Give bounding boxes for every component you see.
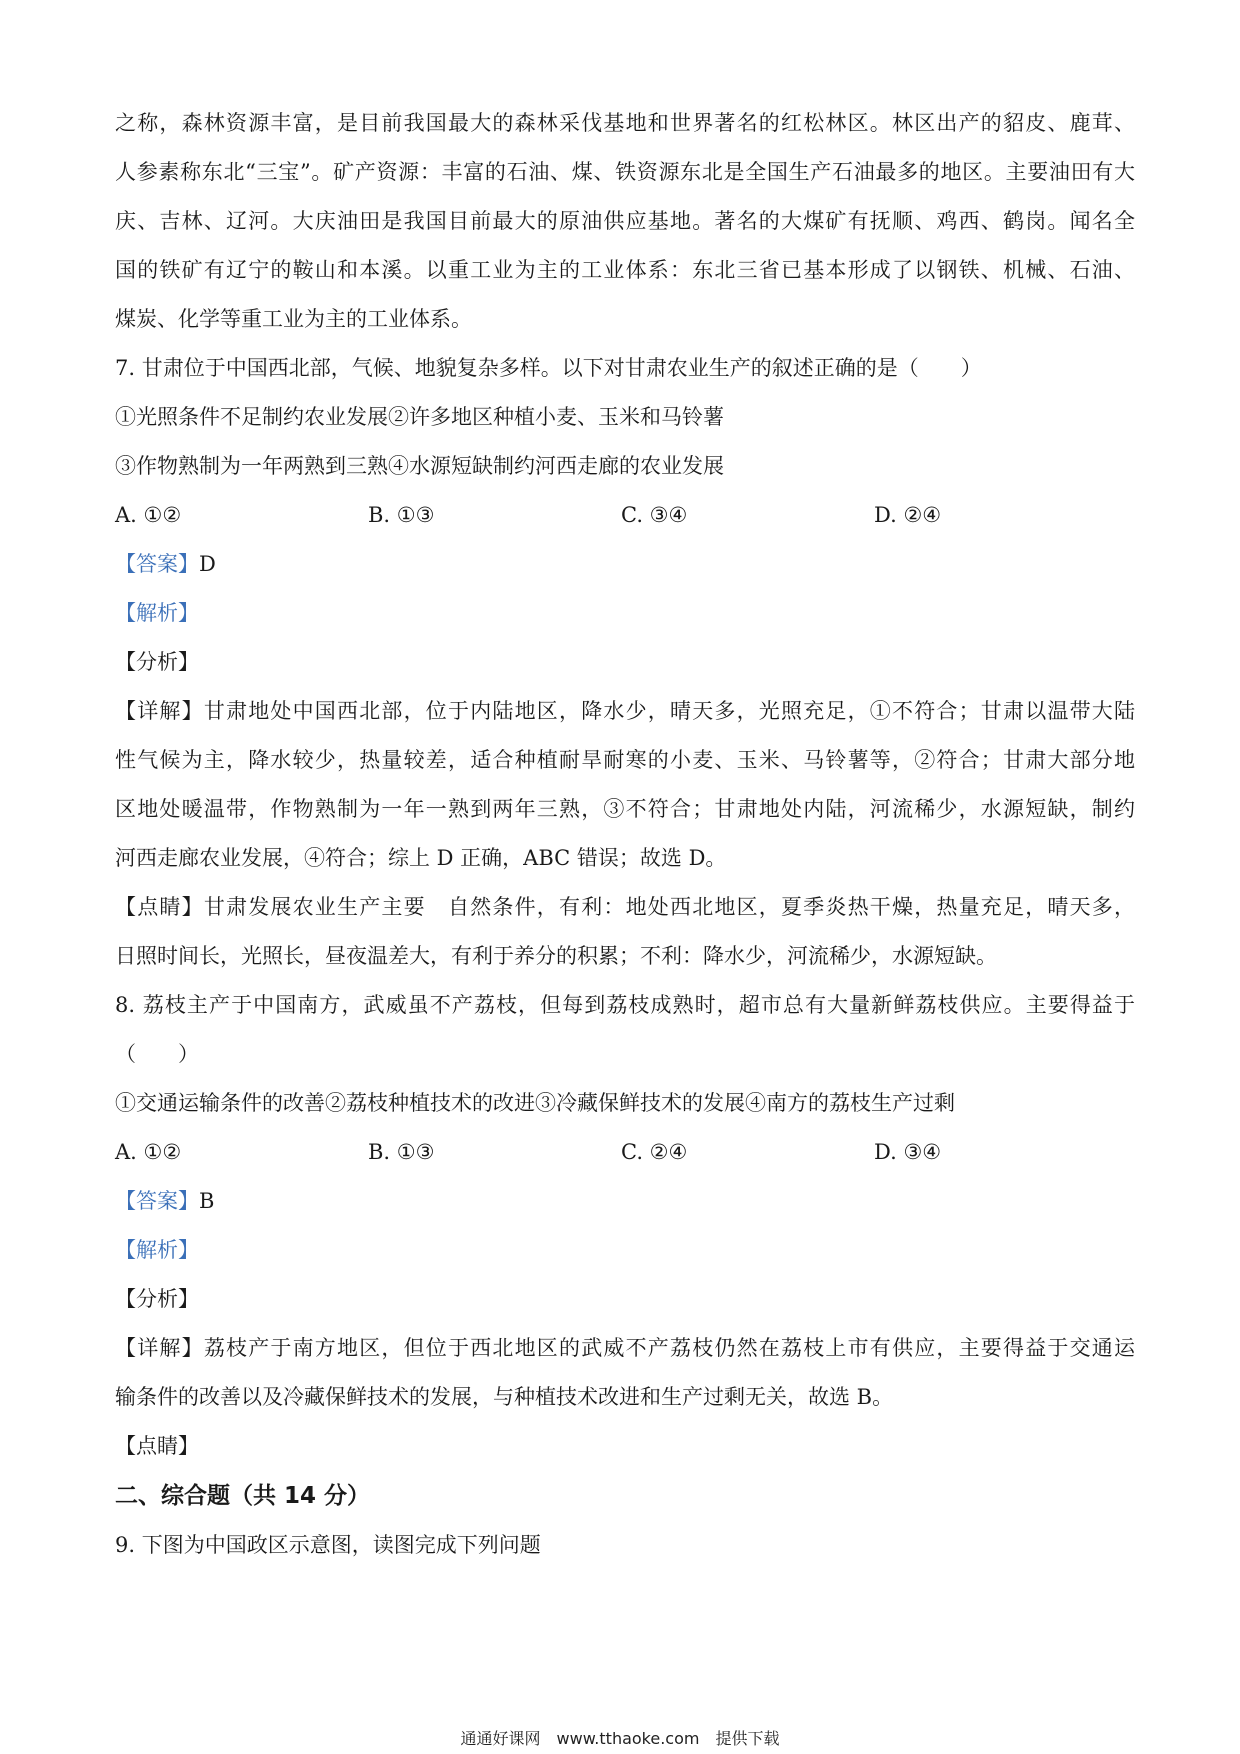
q7-comment-text: 甘肃发展农业生产主要 自然条件，有利：地处西北地区，夏季炎热干燥，热量充足，晴天多， [203, 895, 1135, 919]
q7-fenxi-tag: 【分析】 [115, 650, 199, 674]
q7-detail-tag: 【详解】 [115, 699, 204, 723]
intro-line: 庆、吉林、辽河。大庆油田是我国目前最大的原油供应基地。著名的大煤矿有抚顺、鸡西、鹤岗。闻名全 [115, 209, 1135, 233]
q7-detail-text: 甘肃地处中国西北部，位于内陆地区，降水少，晴天多，光照充足，①不符合；甘肃以温带大陆 [203, 699, 1135, 723]
q7-comment-line [115, 883, 1135, 932]
q8-fenxi-line [115, 1275, 1135, 1324]
q8-options [115, 1128, 1135, 1177]
q7-option-a: A. ①② [115, 503, 182, 527]
q8-detail-text: 荔枝产于南方地区，但位于西北地区的武威不产荔枝仍然在荔枝上市有供应，主要得益于交通运 [203, 1336, 1135, 1360]
intro-line: 国的铁矿有辽宁的鞍山和本溪。以重工业为主的工业体系：东北三省已基本形成了以钢铁、机械、石油、 [115, 258, 1135, 282]
q8-answer-line [115, 1177, 1135, 1226]
q8-answer-tag: 【答案】 [115, 1189, 199, 1213]
q7-option-b: B. ①③ [368, 503, 435, 527]
q7-option-d: D. ②④ [874, 503, 942, 527]
q8-stem-line-2: （ ） [115, 1042, 199, 1066]
q7-detail-line [115, 687, 1135, 736]
q7-answer-line [115, 540, 1135, 589]
q7-comment-line: 日照时间长，光照长，昼夜温差大，有利于养分的积累；不利：降水少，河流稀少，水源短缺。 [115, 944, 997, 968]
q8-option-c: C. ②④ [621, 1140, 688, 1164]
q7-detail-line: 区地处暖温带，作物熟制为一年一熟到两年三熟，③不符合；甘肃地处内陆，河流稀少，水源短缺，制约 [115, 797, 1135, 821]
q7-fenxi-line [115, 638, 1135, 687]
q8-detail-tag: 【详解】 [115, 1336, 204, 1360]
intro-line: 人参素称东北“三宝”。矿产资源：丰富的石油、煤、铁资源东北是全国生产石油最多的地区。主要油田有大 [115, 160, 1135, 184]
q7-comment-tag: 【点睛】 [115, 895, 204, 919]
q8-items: ①交通运输条件的改善②荔枝种植技术的改进③冷藏保鲜技术的发展④南方的荔枝生产过剩 [115, 1091, 955, 1115]
q8-jiexi-tag: 【解析】 [115, 1238, 199, 1262]
q7-jiexi-tag: 【解析】 [115, 601, 199, 625]
section-title: 二、综合题（共 14 分） [115, 1483, 371, 1509]
q8-fenxi-tag: 【分析】 [115, 1287, 199, 1311]
q8-answer-value: B [199, 1189, 215, 1213]
q8-comment-tag: 【点睛】 [115, 1434, 199, 1458]
q7-answer-value: D [199, 552, 216, 576]
page-content [115, 99, 1135, 1570]
q7-items-line-1: ①光照条件不足制约农业发展②许多地区种植小麦、玉米和马铃薯 [115, 405, 724, 429]
q8-detail-line: 输条件的改善以及冷藏保鲜技术的发展，与种植技术改进和生产过剩无关，故选 B。 [115, 1385, 894, 1409]
intro-line: 之称，森林资源丰富，是目前我国最大的森林采伐基地和世界著名的红松林区。林区出产的貂皮、鹿茸、 [115, 111, 1135, 135]
q7-answer-tag: 【答案】 [115, 552, 199, 576]
q8-option-d: D. ③④ [874, 1140, 942, 1164]
q8-jiexi-line [115, 1226, 1135, 1275]
q8-stem-line-1: 8. 荔枝主产于中国南方，武威虽不产荔枝，但每到荔枝成熟时，超市总有大量新鲜荔枝供应。主要得益于 [115, 993, 1135, 1017]
q8-comment-line [115, 1422, 1135, 1471]
page-footer: 通通好课网 www.tthaoke.com 提供下载 [460, 1729, 780, 1748]
q7-options [115, 491, 1135, 540]
q7-items-line-2: ③作物熟制为一年两熟到三熟④水源短缺制约河西走廊的农业发展 [115, 454, 724, 478]
q8-option-b: B. ①③ [368, 1140, 435, 1164]
q7-detail-line: 河西走廊农业发展，④符合；综上 D 正确，ABC 错误；故选 D。 [115, 846, 727, 870]
q8-option-a: A. ①② [115, 1140, 182, 1164]
q9-stem: 9. 下图为中国政区示意图，读图完成下列问题 [115, 1533, 541, 1557]
q8-detail-line [115, 1324, 1135, 1373]
q7-stem: 7. 甘肃位于中国西北部，气候、地貌复杂多样。以下对甘肃农业生产的叙述正确的是（ ） [115, 356, 982, 380]
intro-line: 煤炭、化学等重工业为主的工业体系。 [115, 307, 472, 331]
q7-detail-line: 性气候为主，降水较少，热量较差，适合种植耐旱耐寒的小麦、玉米、马铃薯等，②符合；甘肃大部分地 [115, 748, 1135, 772]
q7-jiexi-line [115, 589, 1135, 638]
q7-option-c: C. ③④ [621, 503, 688, 527]
